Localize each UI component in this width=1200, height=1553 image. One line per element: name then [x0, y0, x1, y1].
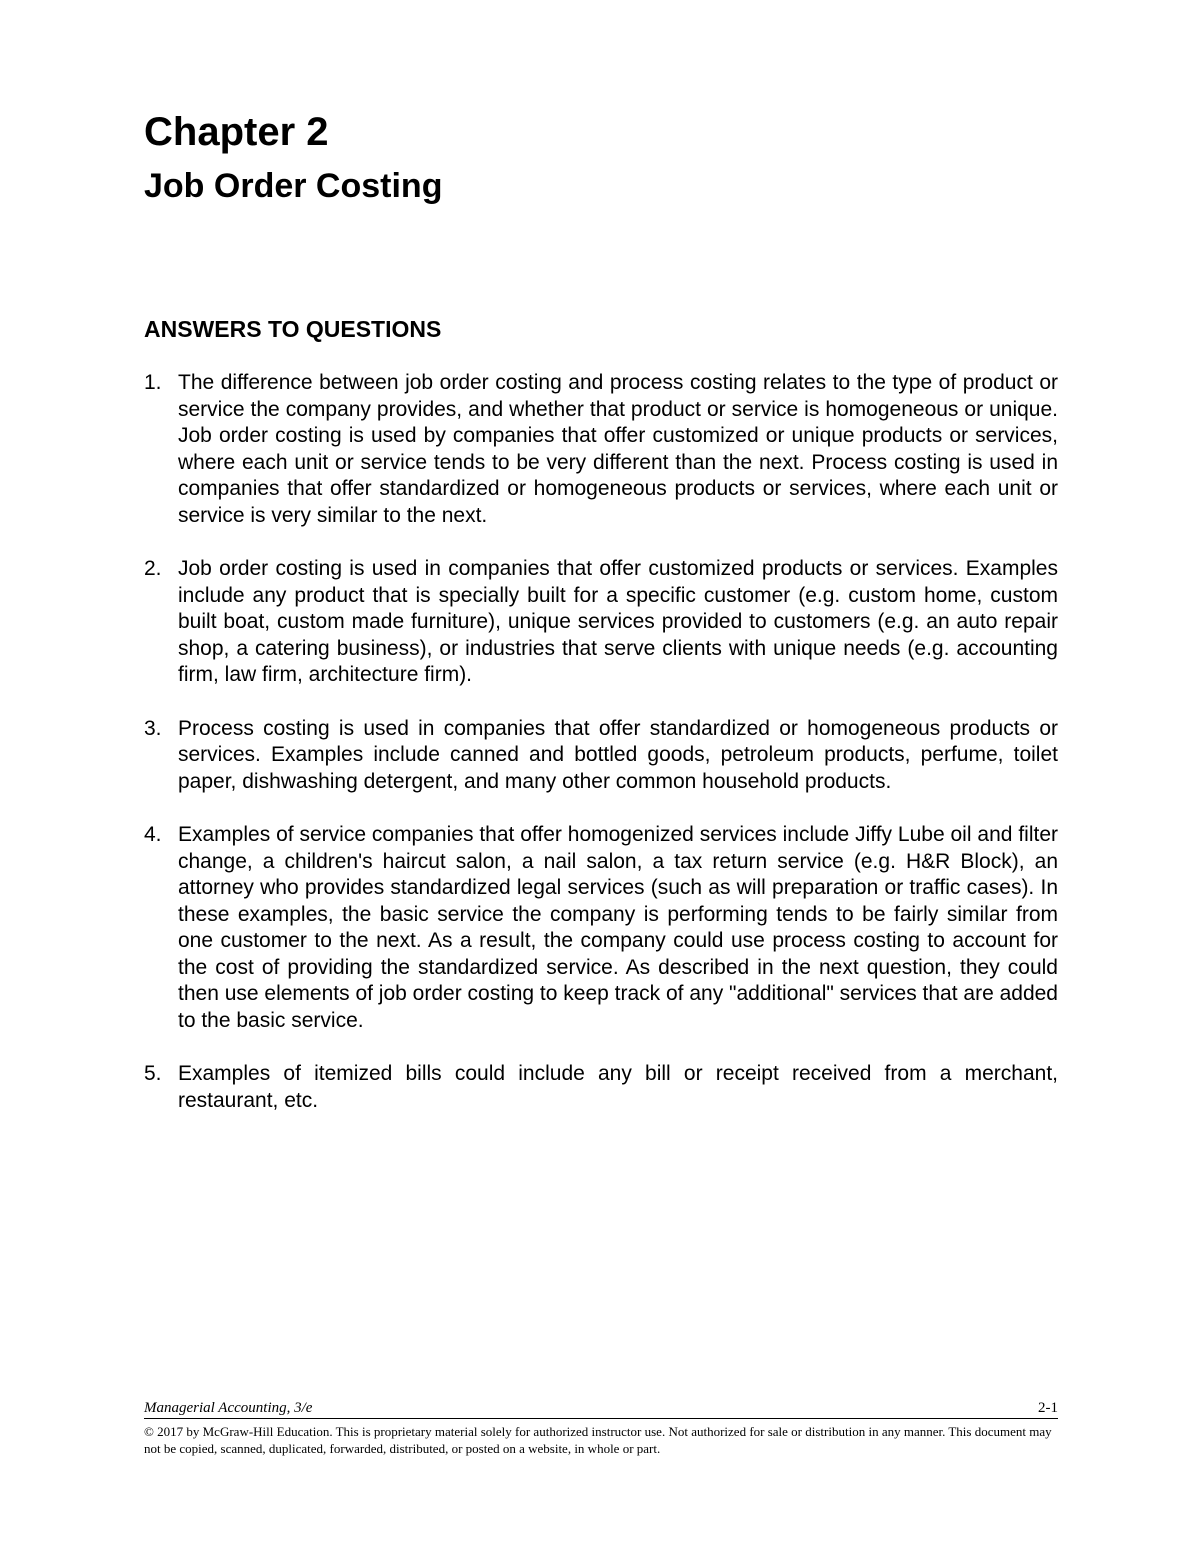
answer-text: The difference between job order costing and process costing relates to the type of product or service the company provides, and whether that product or service is homogeneous or unique. Job order costing is used by companies that offer customized or unique products or services, where each unit or service tends to be very different than the next. Process costing is used in companies that offer standardized or homogeneous products or services, where each unit or service is very similar to the next.: [178, 371, 1058, 527]
answer-number: 4.: [144, 823, 162, 846]
answer-item: [144, 822, 1058, 1034]
answer-item: [144, 716, 1058, 796]
chapter-number: Chapter 2: [144, 110, 329, 154]
section-heading: ANSWERS TO QUESTIONS: [144, 316, 442, 342]
answer-text: Job order costing is used in companies that offer customized products or services. Examples include any product that is specially built for a specific customer (e.g. custom home, custom built boat, custom made furniture), unique services provided to customers (e.g. an auto repair shop, a catering business), or industries that serve clients with unique needs (e.g. accounting firm, law firm, architecture firm).: [178, 557, 1058, 686]
chapter-title: Job Order Costing: [144, 167, 443, 205]
footer-page-number: 2-1: [1038, 1400, 1058, 1416]
answer-number: 3.: [144, 716, 162, 740]
answer-item: [144, 1061, 1058, 1114]
page-footer: [144, 1399, 1058, 1457]
footer-rule: [144, 1399, 1058, 1419]
copyright-notice: © 2017 by McGraw-Hill Education. This is proprietary material solely for authorized instructor use. Not authorized for sale or distribution in any manner. This document may not be copied, scanned, duplicated, forwarded, distributed, or posted on a website, in whole or part.: [144, 1424, 1052, 1456]
answer-text: Examples of itemized bills could include any bill or receipt received from a merchant, restaurant, etc.: [178, 1062, 1058, 1112]
answer-item: [144, 370, 1058, 529]
answer-number: 1.: [144, 371, 162, 394]
footer-book-title: Managerial Accounting, 3/e: [144, 1400, 313, 1416]
answer-number: 2.: [144, 557, 162, 580]
answer-text: Process costing is used in companies that offer standardized or homogeneous products or services. Examples include canned and bottled goods, petroleum products, perfume, toilet paper, dishwashing detergent, and many other common household products.: [178, 716, 1058, 793]
answer-text: Examples of service companies that offer homogenized services include Jiffy Lube oil and filter change, a children's haircut salon, a nail salon, a tax return service (e.g. H&R Block), an attorney who provides standardized legal services (such as will preparation or traffic cases). In these examples, the basic service the company is performing tends to be fairly similar from one customer to the next. As a result, the company could use process costing to account for the cost of providing the standardized service. As described in the next question, they could then use elements of job order costing to keep track of any "additional" services that are added to the basic service.: [178, 823, 1058, 1032]
answer-item: [144, 556, 1058, 689]
answers-list: [144, 370, 1058, 1141]
answer-number: 5.: [144, 1062, 162, 1085]
